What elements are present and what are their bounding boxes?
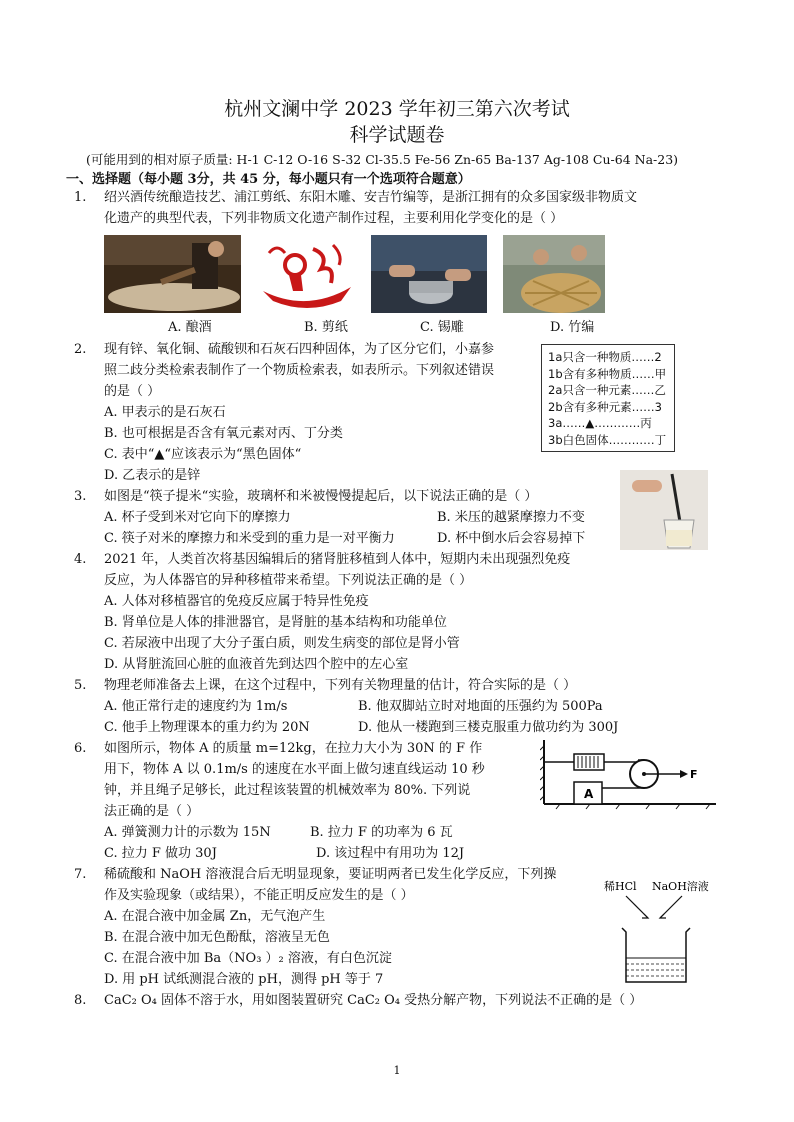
paper-cutting-photo <box>255 235 359 313</box>
option-a[interactable]: A. 弹簧测力计的示数为 15N <box>104 825 271 840</box>
option-a[interactable]: A. 酿酒 <box>168 320 212 335</box>
option-b[interactable]: B. 剪纸 <box>304 320 348 335</box>
question-number: 1. <box>74 190 87 205</box>
pulley-diagram <box>540 738 720 810</box>
atomic-masses-note: (可能用到的相对原子质量: H-1 C-12 O-16 S-32 Cl-35.5 Fe-56 Zn-65 Ba-137 Ag-108 Cu-64 Na-23) <box>86 152 679 167</box>
question-number: 2. <box>74 342 87 357</box>
naoh-label: NaOH溶液 <box>652 880 709 893</box>
option-b[interactable]: B. 肾单位是人体的排泄器官，是肾脏的基本结构和功能单位 <box>104 615 447 630</box>
option-d[interactable]: D. 竹编 <box>550 320 595 335</box>
question-number: 3. <box>74 489 87 504</box>
section-heading: 一、选择题（每小题 3分，共 45 分，每小题只有一个选项符合题意） <box>66 172 471 187</box>
question-text: 照二歧分类检索表制作了一个物质检索表，如表所示。下列叙述错误 <box>104 363 495 378</box>
bamboo-weaving-photo <box>503 235 605 313</box>
option-c[interactable]: C. 锡雕 <box>420 320 464 335</box>
question-text: 物理老师准备去上课，在这个过程中，下列有关物理量的估计，符合实际的是（ ） <box>104 678 577 693</box>
wine-brewing-photo <box>104 235 241 313</box>
option-c[interactable]: C. 筷子对米的摩擦力和米受到的重力是一对平衡力 <box>104 531 395 546</box>
force-f-label: F <box>690 768 698 781</box>
option-d[interactable]: D. 该过程中有用功为 12J <box>316 846 465 861</box>
beaker-diagram <box>598 878 716 990</box>
option-d[interactable]: D. 用 pH 试纸测混合液的 pH，测得 pH 等于 7 <box>104 972 384 987</box>
question-text: 如图所示，物体 A 的质量 m=12kg，在拉力大小为 30N 的 F 作 <box>104 741 483 756</box>
question-number: 8. <box>74 993 87 1008</box>
exam-title: 杭州文澜中学 2023 学年初三第六次考试 <box>224 98 570 120</box>
option-d[interactable]: D. 乙表示的是锌 <box>104 468 201 483</box>
question-text: CaC₂ O₄ 固体不溶于水，用如图装置研究 CaC₂ O₄ 受热分解产物，下列说法不正确的是（ ） <box>104 993 643 1008</box>
chopstick-rice-photo <box>620 470 708 550</box>
option-b[interactable]: B. 他双脚站立时对地面的压强约为 500Pa <box>358 699 603 714</box>
question-text: 绍兴酒传统酿造技艺、浦江剪纸、东阳木雕、安吉竹编等，是浙江拥有的众多国家级非物质文 <box>104 190 638 205</box>
option-b[interactable]: B. 拉力 F 的功率为 6 瓦 <box>310 825 453 840</box>
option-c[interactable]: C. 表中“▲“应该表示为“黑色固体“ <box>104 447 302 462</box>
classification-key-table <box>541 344 675 452</box>
key-row: 2b含有多种元素……3 <box>548 399 662 414</box>
question-text: 反应，为人体器官的异种移植带来希望。下列说法正确的是（ ） <box>104 573 473 588</box>
option-c[interactable]: C. 若尿液中出现了大分子蛋白质，则发生病变的部位是肾小管 <box>104 636 460 651</box>
question-text: 作及实验现象（或结果），不能正明反应发生的是（ ） <box>104 888 414 903</box>
option-d[interactable]: D. 从肾脏流回心脏的血液首先到达四个腔中的左心室 <box>104 657 409 672</box>
key-row: 3b白色固体…………丁 <box>548 432 667 447</box>
tin-carving-photo <box>371 235 487 313</box>
option-c[interactable]: C. 拉力 F 做功 30J <box>104 846 217 861</box>
hcl-label: 稀HCl <box>604 880 637 893</box>
question-text: 用下，物体 A 以 0.1m/s 的速度在水平面上做匀速直线运动 10 秒 <box>104 762 485 777</box>
question-number: 7. <box>74 867 87 882</box>
block-a-label: A <box>584 787 594 801</box>
option-a[interactable]: A. 人体对移植器官的免疫反应属于特异性免疫 <box>104 594 369 609</box>
key-row: 3a……▲…………丙 <box>548 416 652 430</box>
option-b[interactable]: B. 在混合液中加无色酚酞，溶液呈无色 <box>104 930 330 945</box>
option-c[interactable]: C. 在混合液中加 Ba（NO₃ ）₂ 溶液，有白色沉淀 <box>104 951 392 966</box>
option-b[interactable]: B. 也可根据是否含有氧元素对丙、丁分类 <box>104 426 343 441</box>
option-a[interactable]: A. 他正常行走的速度约为 1m/s <box>104 699 288 714</box>
key-row: 1a只含一种物质……2 <box>548 350 662 364</box>
option-a[interactable]: A. 在混合液中加金属 Zn，无气泡产生 <box>104 909 326 924</box>
option-c[interactable]: C. 他手上物理课本的重力约为 20N <box>104 720 310 735</box>
question-number: 4. <box>74 552 87 567</box>
option-d[interactable]: D. 杯中倒水后会容易掉下 <box>437 531 586 546</box>
question-number: 6. <box>74 741 87 756</box>
option-d[interactable]: D. 他从一楼跑到三楼克服重力做功约为 300J <box>358 720 619 735</box>
exam-subtitle: 科学试题卷 <box>349 124 445 146</box>
question-text: 法正确的是（ ） <box>104 804 200 819</box>
option-a[interactable]: A. 杯子受到米对它向下的摩擦力 <box>104 510 291 525</box>
option-a[interactable]: A. 甲表示的是石灰石 <box>104 405 226 420</box>
question-text: 2021 年，人类首次将基因编辑后的猪肾脏移植到人体中，短期内未出现强烈免疫 <box>104 552 571 567</box>
key-row: 1b含有多种物质……甲 <box>548 366 667 381</box>
question-number: 5. <box>74 678 87 693</box>
question-text: 的是（ ） <box>104 384 161 399</box>
option-b[interactable]: B. 米压的越紧摩擦力不变 <box>437 510 585 525</box>
question-text: 稀硫酸和 NaOH 溶液混合后无明显现象，要证明两者已发生化学反应，下列操 <box>104 867 557 882</box>
question-text: 现有锌、氧化铜、硫酸钡和石灰石四种固体，为了区分它们，小嘉参 <box>104 342 495 357</box>
key-row: 2a只含一种元素……乙 <box>548 383 666 397</box>
question-text: 钟，并且绳子足够长，此过程该装置的机械效率为 80%. 下列说 <box>104 783 471 798</box>
question-text: 如图是“筷子提米“实验，玻璃杯和米被慢慢提起后，以下说法正确的是（ ） <box>104 489 538 504</box>
page-number: 1 <box>393 1064 401 1077</box>
question-text: 化遗产的典型代表，下列非物质文化遗产制作过程，主要利用化学变化的是（ ） <box>104 211 564 226</box>
